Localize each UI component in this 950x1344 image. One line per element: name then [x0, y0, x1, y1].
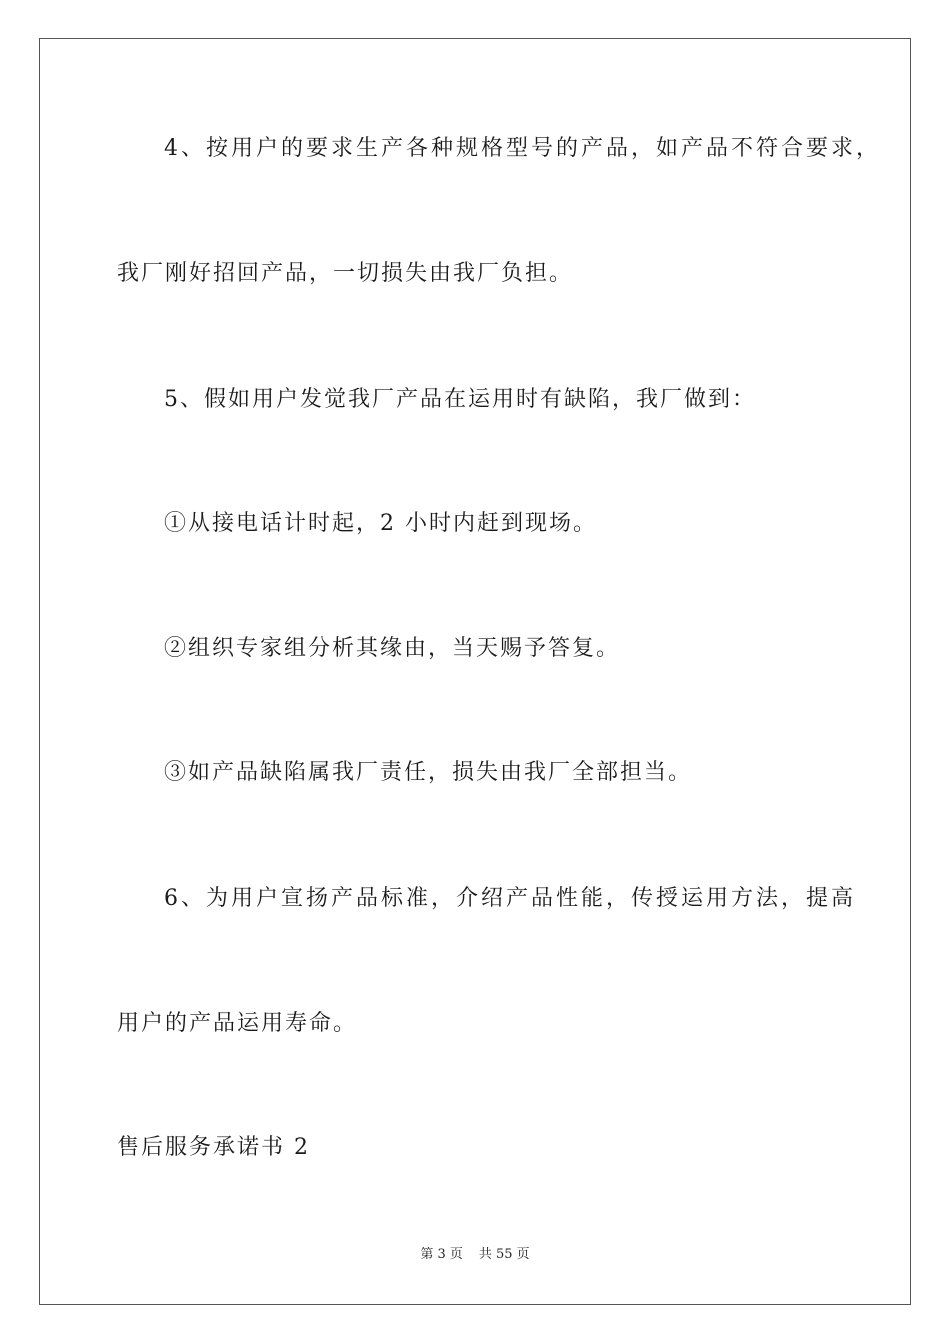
sub-item-3: ③如产品缺陷属我厂责任，损失由我厂全部担当。	[164, 760, 693, 785]
paragraph-item-6-line-1: 6、为用户宣扬产品标准，介绍产品性能，传授运用方法，提高	[164, 886, 856, 911]
page-frame	[39, 38, 911, 1305]
page-total: 共 55 页	[478, 1247, 530, 1262]
paragraph-item-5: 5、假如用户发觉我厂产品在运用时有缺陷，我厂做到：	[164, 387, 756, 412]
sub-item-2: ②组织专家组分析其缘由，当天赐予答复。	[164, 636, 621, 661]
paragraph-item-6-line-2: 用户的产品运用寿命。	[117, 1011, 358, 1036]
paragraph-item-4-line-2: 我厂刚好招回产品，一切损失由我厂负担。	[117, 261, 574, 286]
page-footer	[40, 1247, 910, 1263]
section-heading: 售后服务承诺书 2	[117, 1135, 310, 1160]
sub-item-1: ①从接电话计时起，2 小时内赶到现场。	[164, 511, 597, 536]
paragraph-item-4-line-1: 4、按用户的要求生产各种规格型号的产品，如产品不符合要求，	[164, 136, 881, 161]
page-number: 第 3 页	[420, 1247, 463, 1262]
